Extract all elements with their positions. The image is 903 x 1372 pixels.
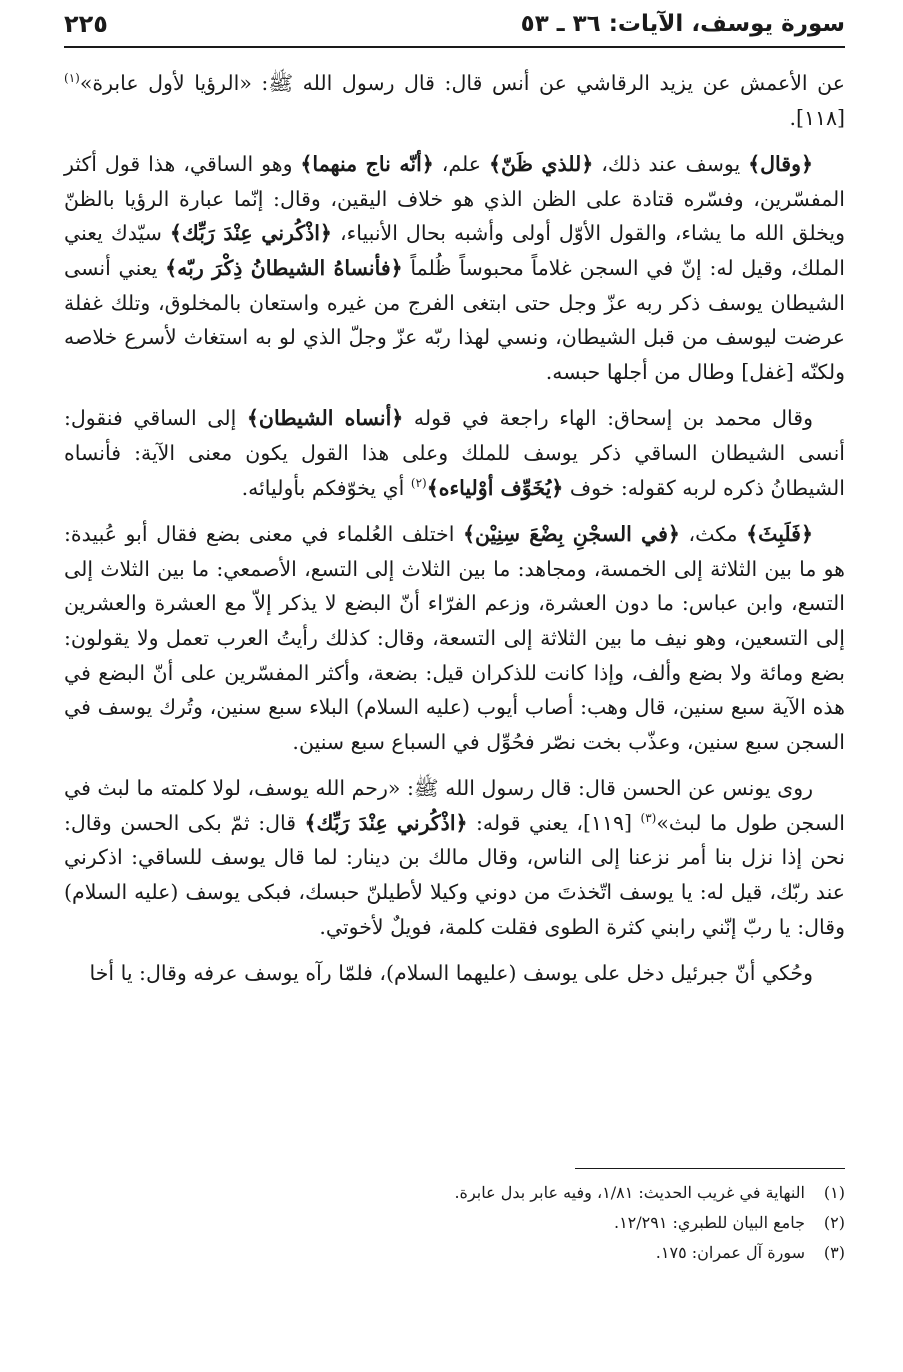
paragraph xyxy=(64,66,845,135)
footnote-number: (٢) xyxy=(823,1213,845,1232)
text-run: عن الأعمش عن يزيد الرقاشي عن أنس قال: قال رسول الله ﷺ: «الرؤيا لأول عابرة» xyxy=(79,71,845,95)
text-run: قال: ثمّ بكى الحسن وقال: نحن إذا نزل بنا أمر نزعنا إلى الناس، وقال مالك بن دينار: لما قال يوسف للساقي: اذكرني عند ربّك، قيل له: يا يوسف اتّخذتَ من دوني وكيلا لأطيلنّ حبسك، فبكى يوسف (عليه السلام) وقال: يا ربّ إنّني رابني كثرة الطوى فقلت كلمة، فويلٌ لأخوتي. xyxy=(64,810,845,939)
paragraph xyxy=(64,771,845,944)
text-run: روى يونس عن الحسن قال: قال رسول الله ﷺ: «رحم الله يوسف، لولا كلمته ما لبث في السجن طول ما لبث» xyxy=(64,776,846,835)
footnote-number: (١) xyxy=(823,1183,845,1202)
text-run: اختلف العُلماء في معنى بضع فقال أبو عُبيدة: هو ما بين الثلاثة إلى الخمسة، ومجاهد: ما بين الثلاث إلى التسع، الأصمعي: ما بين الثلاث إلى التسع، وابن عباس: ما دون العشرة، وزعم الفرّاء أنّ البضع لا يذكر إلاّ مع العشرة والعشرين إلى التسعين، وهو نيف ما بين الثلاثة إلى التسعة، وقال: كذلك رأيتُ العرب تعمل ولا يقولون: بضع ومائة ولا بضع وألف، وإذا كانت للذكران قيل: بضعة، وأكثر المفسّرين على أنّ البضع في هذه الآية سبع سنين، قال وهب: أصاب أيوب (عليه السلام) البلاء سبع سنين، وتُرك يوسف في السجن سبع سنين، وعذّب بخت نصّر فحُوِّل في السباع سبع سنين. xyxy=(64,522,845,754)
footnote-text: النهاية في غريب الحديث: ١/٨١، وفيه عابر بدل عابرة. xyxy=(454,1183,805,1202)
text-run: [١١٩]، يعني قوله: xyxy=(467,810,641,835)
footnote-number: (٣) xyxy=(823,1243,845,1262)
paragraph xyxy=(64,517,845,759)
paragraph xyxy=(64,401,845,505)
text-run: يعني أنسى الشيطان يوسف ذكر ربه عزّ وجل حتى ابتغى الفرج من غيره واستعان بالمخلوق، وتلك غفلة عرضت ليوسف من قبل الشيطان، ونسي لهذا ربّه عزّ وجلّ الذي لو به استغاث لأسرع خلاصه ولكنّه [غفل] وطال من أجلها حبسه. xyxy=(64,255,845,384)
footnote xyxy=(64,1208,845,1238)
paragraph xyxy=(64,956,845,991)
footnote-reference: (٣) xyxy=(640,811,657,826)
quran-quote: ﴿أنساه الشيطان﴾ xyxy=(246,406,404,431)
quran-quote: ﴿يُخَوِّف أوْلياءه﴾ xyxy=(426,475,564,500)
footnote xyxy=(64,1178,845,1208)
quran-quote: ﴿فَلَبِثَ﴾ xyxy=(746,522,813,547)
footnote-divider xyxy=(575,1168,845,1169)
footnote-reference: (١) xyxy=(64,71,80,86)
footnotes xyxy=(64,1178,845,1268)
text-run: أي يخوّفكم بأوليائه. xyxy=(241,475,411,500)
text-run: وقال محمد بن إسحاق: الهاء راجعة في قوله xyxy=(403,406,813,431)
main-text xyxy=(64,66,845,1003)
text-run: سيّدك يعني الملك، وقيل له: إنّ في السجن غلاماً محبوساً ظُلماً xyxy=(64,221,845,280)
quran-quote: ﴿اذْكُرني عِنْدَ رَبِّك﴾ xyxy=(304,810,468,835)
quran-quote: ﴿أنّه ناج منهما﴾ xyxy=(300,152,434,177)
text-run: إلى الساقي فنقول: أنسى الشيطان الساقي ذكر يوسف للملك وعلى هذا القول يكون معنى الآية: فأنساه الشيطانُ ذكره لربه كقوله: خوف xyxy=(64,406,845,500)
text-run: [١١٨]. xyxy=(789,105,845,130)
footnote xyxy=(64,1238,845,1268)
quran-quote: ﴿للذي ظَنّ﴾ xyxy=(488,152,594,177)
quran-quote: ﴿في السجْنِ بِضْعَ سِنِيْن﴾ xyxy=(462,522,680,547)
footnote-reference: (٢) xyxy=(410,475,427,490)
text-run: وحُكي أنّ جبرئيل دخل على يوسف (عليهما السلام)، فلمّا رآه يوسف عرفه وقال: يا أخا xyxy=(89,961,813,986)
text-run: مكث، xyxy=(679,522,747,547)
paragraph xyxy=(64,147,845,389)
footnote-text: جامع البيان للطبري: ١٢/٢٩١. xyxy=(613,1213,805,1232)
quran-quote: ﴿وقال﴾ xyxy=(748,152,813,177)
quran-quote: ﴿اذْكُرني عِنْدَ رَبِّك﴾ xyxy=(169,221,332,246)
footnote-text: سورة آل عمران: ١٧٥. xyxy=(655,1243,805,1262)
text-run: علم، xyxy=(433,152,489,177)
page-header xyxy=(64,6,845,48)
quran-quote: ﴿فأنساهُ الشيطانُ ذِكْرَ ربّه﴾ xyxy=(165,255,403,280)
running-title: سورة يوسف، الآيات: ٣٦ ـ ٥٣ xyxy=(520,11,845,37)
page-number: ٢٢٥ xyxy=(64,10,108,38)
text-run: يوسف عند ذلك، xyxy=(593,152,749,177)
text-run: وهو الساقي، هذا قول أكثر المفسّرين، وفسّره قتادة على الظن الذي هو خلاف اليقين، وقال: إنّما عبارة الرؤيا بالظنّ ويخلق الله ما يشاء، والقول الأوّل أولى وأشبه بحال الأنبياء، xyxy=(64,152,845,246)
